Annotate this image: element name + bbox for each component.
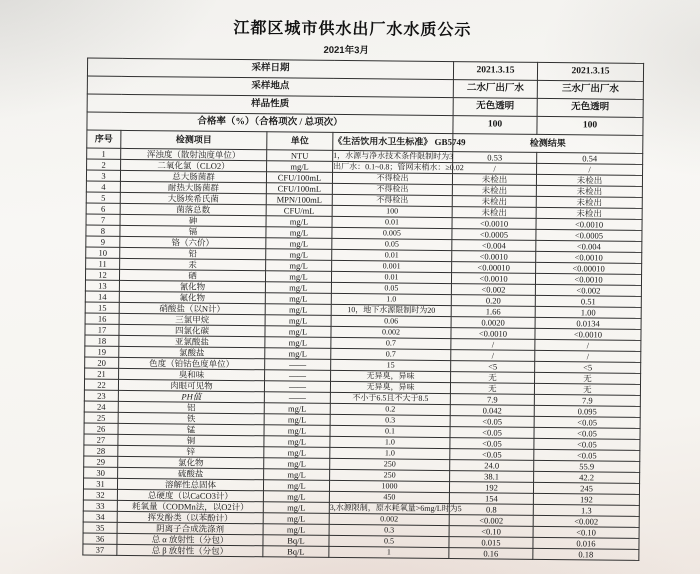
row-no: 13 (85, 280, 119, 291)
row-result-plant3: <0.00010 (536, 262, 642, 274)
row-standard: 0.06 (331, 315, 451, 327)
row-standard: 0.005 (332, 227, 452, 239)
row-result-plant2: <0.0010 (451, 273, 535, 285)
row-result-plant2: <0.05 (450, 427, 534, 439)
row-item: 汞 (120, 258, 266, 270)
row-standard: 0.3 (329, 524, 449, 536)
row-item: 三氯甲烷 (119, 313, 265, 325)
info-value-plant2: 100 (453, 116, 537, 135)
row-no: 29 (84, 456, 118, 467)
row-no: 30 (84, 467, 118, 478)
row-result-plant2: <5 (451, 361, 535, 373)
row-no: 26 (84, 423, 118, 434)
row-item: 铜 (118, 434, 264, 446)
row-no: 5 (86, 192, 120, 203)
row-unit: mg/L (264, 414, 330, 426)
row-no: 32 (83, 489, 117, 500)
row-standard: 0.01 (332, 249, 452, 261)
row-standard: 1000 (329, 480, 449, 492)
row-item: 耗氧量（CODMn法，以O2计） (117, 500, 263, 512)
row-result-plant3: <0.05 (534, 449, 640, 461)
row-item: 锰 (118, 423, 264, 435)
row-result-plant3: 未检出 (536, 196, 642, 208)
row-item: 浑浊度（散射浊度单位） (121, 148, 267, 160)
row-no: 12 (85, 269, 119, 280)
row-standard: 出厂水：0.1~0.8；管网末梢水：≥0.02 (333, 161, 464, 173)
row-unit: mg/L (264, 425, 330, 437)
report-month: 2021年3月 (323, 44, 369, 57)
row-standard: 不得检出 (332, 183, 452, 195)
row-unit: mg/L (265, 293, 331, 305)
row-result-plant2: 无 (451, 372, 535, 384)
row-item: 铁 (118, 412, 264, 424)
row-no: 2 (87, 159, 121, 170)
row-no: 14 (85, 291, 119, 302)
row-unit: mg/L (266, 249, 332, 261)
row-item: PH值 (118, 390, 264, 402)
row-unit: mg/L (263, 491, 329, 503)
row-unit: CFU/mL (266, 205, 332, 217)
row-unit: mg/L (264, 469, 330, 481)
row-item: 四氯化碳 (119, 324, 265, 336)
row-result-plant2: 0.015 (449, 537, 533, 549)
info-value-plant2: 二水厂出厂水 (453, 80, 537, 99)
row-standard: 不小于6.5且不大于8.5 (330, 392, 450, 404)
row-result-plant3: / (535, 339, 641, 351)
row-result-plant3: <0.0010 (535, 273, 641, 285)
page-title: 江都区城市供水出厂水水质公示 (233, 19, 472, 40)
row-result-plant3: 未检出 (536, 185, 642, 197)
row-result-plant2: 0.16 (449, 548, 533, 560)
row-unit: mg/L (266, 238, 332, 250)
row-item: 总硬度（以CaCO3计） (117, 489, 263, 501)
row-unit: mg/L (267, 161, 333, 173)
row-result-plant3: 0.18 (533, 548, 639, 560)
row-standard: 1，水源与净水技术条件限制时为3 (333, 150, 454, 162)
row-item: 溶解性总固体 (117, 478, 263, 490)
info-label: 采样地点 (87, 76, 453, 98)
row-item: 总 α 放射性（分包） (117, 533, 263, 545)
row-result-plant2: / (451, 339, 535, 351)
row-result-plant2: 7.9 (450, 394, 534, 406)
row-no: 20 (85, 357, 119, 368)
info-value-plant3: 三水厂出厂水 (537, 80, 643, 99)
row-item: 锌 (118, 445, 264, 457)
row-item: 色度（铂钴色度单位） (119, 357, 265, 369)
info-value-plant2: 无色透明 (453, 98, 537, 117)
info-label: 采样日期 (87, 58, 453, 80)
row-standard: 0.3 (330, 414, 450, 426)
row-standard: 1 (329, 546, 449, 558)
row-result-plant2: 0.0020 (451, 317, 535, 329)
col-header-unit: 单位 (267, 132, 333, 151)
row-result-plant3: / (537, 163, 643, 175)
row-unit: mg/L (264, 403, 330, 415)
info-value-plant3: 无色透明 (537, 98, 643, 117)
col-header-item: 检测项目 (121, 130, 267, 149)
row-standard: 1.0 (330, 447, 450, 459)
row-result-plant2: <0.05 (450, 449, 534, 461)
row-result-plant3: <0.05 (534, 427, 640, 439)
row-no: 4 (86, 181, 120, 192)
row-result-plant2: 38.1 (450, 471, 534, 483)
row-no: 37 (83, 544, 117, 555)
row-item: 臭和味 (119, 368, 265, 380)
row-standard: 250 (330, 469, 450, 481)
row-item: 铝 (118, 401, 264, 413)
row-no: 22 (84, 379, 118, 390)
row-no: 34 (83, 511, 117, 522)
table-body (83, 58, 644, 560)
row-result-plant3: 245 (533, 482, 639, 494)
row-result-plant2: <0.00010 (452, 262, 536, 274)
row-standard: 3,水源限制，原水耗氧量>6mg/L时为5 (329, 502, 462, 514)
row-item: 挥发酚类（以苯酚计） (117, 511, 263, 523)
row-result-plant2: 未检出 (452, 185, 536, 197)
row-result-plant3: 无 (534, 383, 640, 395)
row-unit: mg/L (265, 271, 331, 283)
row-result-plant2: <0.002 (449, 515, 533, 527)
row-standard: 0.1 (330, 425, 450, 437)
row-item: 硒 (119, 269, 265, 281)
row-standard: 0.05 (332, 238, 452, 250)
row-no: 33 (83, 500, 117, 511)
row-standard: 0.7 (331, 337, 451, 349)
row-standard: 0.002 (331, 326, 451, 338)
row-standard: 250 (330, 458, 450, 470)
row-standard: 1.0 (331, 293, 451, 305)
row-standard: 15 (331, 359, 451, 371)
row-result-plant3: 192 (533, 493, 639, 505)
row-no: 21 (85, 368, 119, 379)
row-result-plant3: / (535, 350, 641, 362)
row-unit: mg/L (264, 436, 330, 448)
row-no: 17 (85, 324, 119, 335)
row-item: 氯化物 (118, 456, 264, 468)
row-standard: 1.0 (330, 436, 450, 448)
row-standard: 0.5 (329, 535, 449, 547)
row-no: 25 (84, 412, 118, 423)
row-item: 砷 (120, 214, 266, 226)
info-label: 样品性质 (87, 94, 453, 116)
row-standard: 0.2 (330, 403, 450, 415)
row-result-plant3: <0.004 (536, 240, 642, 252)
row-no: 6 (86, 203, 120, 214)
row-result-plant2: 0.8 (449, 504, 533, 516)
row-item: 硫酸盐 (118, 467, 264, 479)
row-no: 9 (86, 236, 120, 247)
row-result-plant2: <0.002 (451, 284, 535, 296)
row-unit: MPN/100mL (266, 194, 332, 206)
row-no: 15 (85, 302, 119, 313)
row-result-plant3: 1.3 (533, 504, 639, 516)
row-result-plant2: <0.0010 (452, 251, 536, 263)
row-standard: 0.01 (332, 216, 452, 228)
row-item: 肉眼可见物 (118, 379, 264, 391)
row-result-plant2: 无 (450, 383, 534, 395)
row-item: 氰化物 (119, 280, 265, 292)
row-standard: 无异臭，异味 (330, 381, 450, 393)
row-unit: —— (264, 381, 330, 393)
row-result-plant2: 未检出 (452, 196, 536, 208)
row-item: 二氧化氯（CLO2） (121, 159, 267, 171)
row-result-plant3: <5 (535, 361, 641, 373)
row-standard: 不得检出 (332, 194, 452, 206)
row-standard: 10，地下水源限制时为20 (331, 304, 451, 316)
row-no: 8 (86, 225, 120, 236)
row-result-plant3: 未检出 (536, 174, 642, 186)
row-no: 28 (84, 445, 118, 456)
row-result-plant2: 1.66 (451, 306, 535, 318)
row-unit: mg/L (265, 348, 331, 360)
row-result-plant3: <0.0010 (535, 328, 641, 340)
row-result-plant3: 1.00 (535, 306, 641, 318)
row-result-plant3: <0.0010 (536, 251, 642, 263)
row-unit: mg/L (263, 502, 329, 514)
row-item: 氟化物 (119, 291, 265, 303)
row-result-plant3: 未检出 (536, 207, 642, 219)
row-unit: mg/L (263, 524, 329, 536)
row-no: 36 (83, 533, 117, 544)
row-result-plant2: 24.0 (450, 460, 534, 472)
row-result-plant3: 无 (535, 372, 641, 384)
row-result-plant3: 55.9 (534, 460, 640, 472)
row-standard: 0.001 (332, 260, 452, 272)
row-unit: CFU/100mL (266, 172, 332, 184)
row-no: 31 (83, 478, 117, 489)
row-standard: 0.05 (331, 282, 451, 294)
info-value-plant2: 2021.3.15 (453, 62, 537, 81)
row-result-plant3: <0.05 (534, 438, 640, 450)
row-standard: 450 (329, 491, 449, 503)
row-standard: 0.002 (329, 513, 449, 525)
row-result-plant2: <0.0010 (451, 328, 535, 340)
row-item: 铬（六价） (120, 236, 266, 248)
row-unit: Bq/L (263, 535, 329, 547)
water-quality-table (82, 58, 644, 561)
row-no: 10 (86, 247, 120, 258)
col-header-standard: 《生活饮用水卫生标准》 GB5749 (333, 132, 453, 151)
row-result-plant2: 未检出 (452, 207, 536, 219)
row-result-plant2: 154 (449, 493, 533, 505)
row-result-plant2: 0.20 (451, 295, 535, 307)
row-unit: NTU (267, 150, 333, 162)
row-item: 菌落总数 (120, 203, 266, 215)
row-result-plant2: <0.10 (449, 526, 533, 538)
row-unit: mg/L (263, 513, 329, 525)
row-unit: —— (264, 392, 330, 404)
row-result-plant3: 0.51 (535, 295, 641, 307)
row-result-plant2: 0.042 (450, 405, 534, 417)
row-result-plant3: 7.9 (534, 394, 640, 406)
row-standard: 不得检出 (332, 172, 452, 184)
row-item: 硝酸盐（以N计） (119, 302, 265, 314)
row-unit: Bq/L (263, 546, 329, 558)
row-item: 氯酸盐 (119, 346, 265, 358)
row-no: 27 (84, 434, 118, 445)
row-no: 1 (87, 148, 121, 159)
row-result-plant3: 42.2 (534, 471, 640, 483)
row-result-plant2: <0.05 (450, 438, 534, 450)
row-standard: 100 (332, 205, 452, 217)
row-unit: mg/L (266, 227, 332, 239)
row-unit: —— (265, 370, 331, 382)
row-unit: mg/L (263, 480, 329, 492)
row-item: 铅 (120, 247, 266, 259)
row-item: 总 β 放射性（分包） (117, 544, 263, 556)
row-standard: 0.01 (331, 271, 451, 283)
col-header-no: 序号 (87, 130, 121, 148)
row-no: 11 (86, 258, 120, 269)
row-result-plant3: <0.002 (533, 515, 639, 527)
row-result-plant2: / (451, 350, 535, 362)
row-unit: mg/L (264, 458, 330, 470)
row-unit: mg/L (265, 326, 331, 338)
info-label: 合格率（%）（合格项次 / 总项次） (87, 112, 453, 134)
row-result-plant2: 0.53 (453, 152, 537, 164)
row-unit: —— (265, 359, 331, 371)
row-unit: mg/L (265, 282, 331, 294)
row-result-plant3: 0.016 (533, 537, 639, 549)
row-no: 16 (85, 313, 119, 324)
row-unit: mg/L (265, 304, 331, 316)
row-result-plant3: 0.54 (537, 152, 643, 164)
row-no: 19 (85, 346, 119, 357)
row-unit: mg/L (266, 260, 332, 272)
row-no: 35 (83, 522, 117, 533)
row-unit: mg/L (266, 216, 332, 228)
row-result-plant3: <0.10 (533, 526, 639, 538)
row-unit: mg/L (265, 337, 331, 349)
row-result-plant3: 0.0134 (535, 317, 641, 329)
row-unit: mg/L (264, 447, 330, 459)
row-result-plant2: <0.0010 (452, 218, 536, 230)
row-result-plant3: <0.0005 (536, 229, 642, 241)
row-item: 耐热大肠菌群 (120, 181, 266, 193)
row-item: 亚氯酸盐 (119, 335, 265, 347)
row-item: 大肠埃希氏菌 (120, 192, 266, 204)
row-no: 23 (84, 390, 118, 401)
row-result-plant3: 0.095 (534, 405, 640, 417)
row-result-plant2: <0.05 (450, 416, 534, 428)
info-value-plant3: 100 (537, 116, 643, 135)
row-unit: mg/L (265, 315, 331, 327)
row-item: 总大肠菌群 (120, 170, 266, 182)
row-result-plant2: / (453, 163, 537, 175)
info-value-plant3: 2021.3.15 (537, 62, 643, 81)
row-result-plant2: 192 (449, 482, 533, 494)
row-result-plant2: <0.004 (452, 240, 536, 252)
row-result-plant3: <0.0010 (536, 218, 642, 230)
row-no: 24 (84, 401, 118, 412)
row-no: 3 (86, 170, 120, 181)
row-result-plant2: <0.0005 (452, 229, 536, 241)
col-header-result: 检测结果 (453, 134, 643, 154)
row-result-plant2: 未检出 (452, 174, 536, 186)
row-result-plant3: <0.002 (535, 284, 641, 296)
row-standard: 无异臭，异味 (331, 370, 451, 382)
row-item: 阴离子合成洗涤剂 (117, 522, 263, 534)
row-result-plant3: <0.05 (534, 416, 640, 428)
row-no: 18 (85, 335, 119, 346)
row-no: 7 (86, 214, 120, 225)
row-item: 镉 (120, 225, 266, 237)
row-unit: CFU/100mL (266, 183, 332, 195)
row-standard: 0.7 (331, 348, 451, 360)
